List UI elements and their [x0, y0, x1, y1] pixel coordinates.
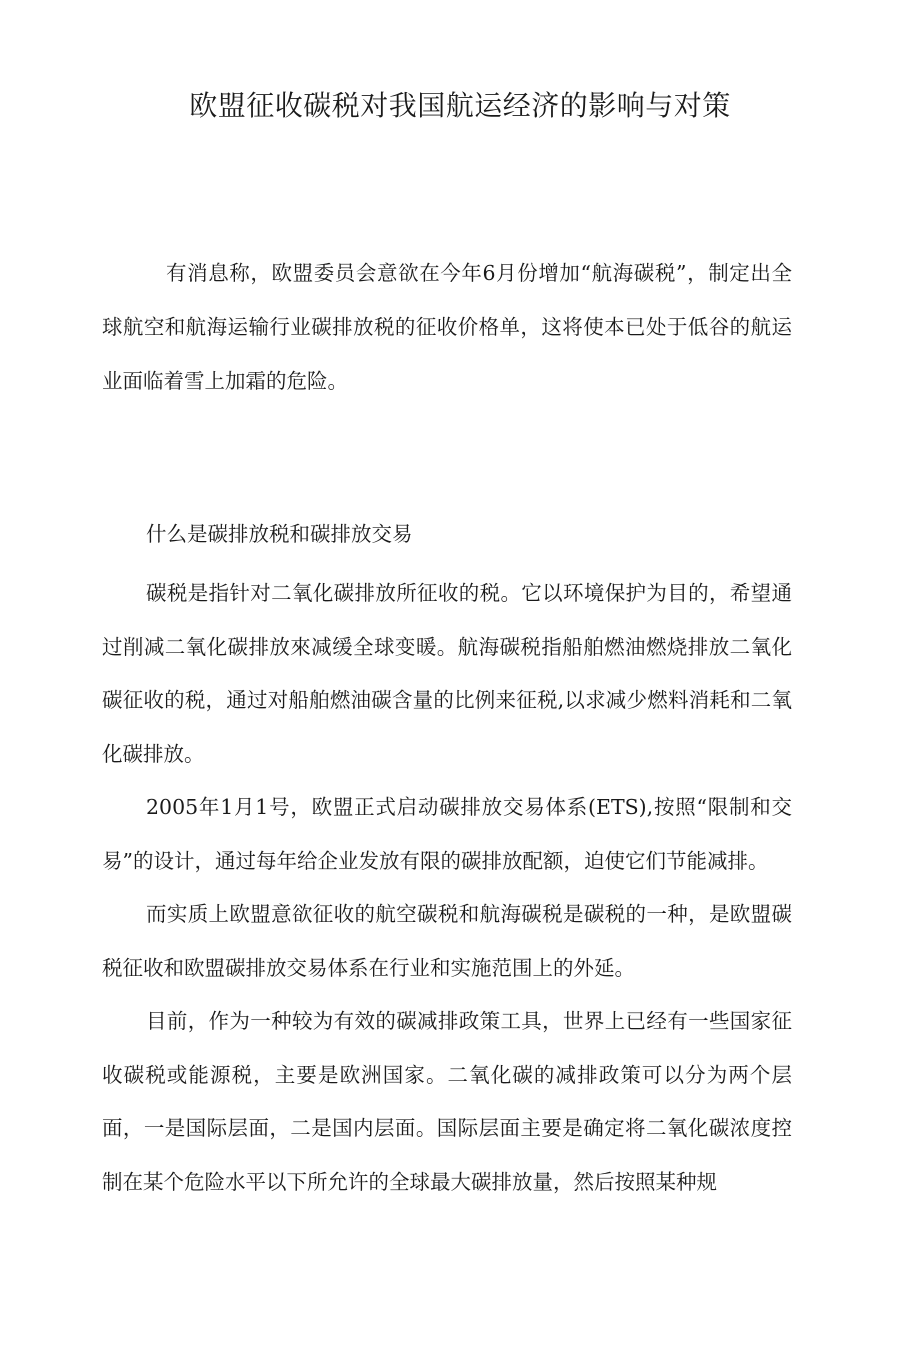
paragraph-ets-launch: 2005年1月1号，欧盟正式启动碳排放交易体系(ETS),按照“限制和交易”的设计，通过每年给企业发放有限的碳排放配额，迫使它们节能减排。 [102, 795, 792, 873]
document-title: 欧盟征收碳税对我国航运经济的影响与对策 [189, 89, 731, 122]
lead-paragraph: 有消息称，欧盟委员会意欲在今年6月份增加“航海碳税”，制定出全球航空和航海运输行业碳排放税的征收价格单，这将使本已处于低谷的航运业面临着雪上加霜的危险。 [102, 261, 792, 393]
paragraph-carbon-tax-definition: 碳税是指针对二氧化碳排放所征收的税。它以环境保护为目的，希望通过削减二氧化碳排放來减缓全球变暖。航海碳税指船舶燃油燃烧排放二氧化碳征收的税，通过对船舶燃油碳含量的比例来征税,以求减少燃料消耗和二氧化碳排放。 [102, 581, 792, 766]
paragraph-eu-extension: 而实质上欧盟意欲征收的航空碳税和航海碳税是碳税的一种，是欧盟碳税征收和欧盟碳排放交易体系在行业和实施范围上的外延。 [102, 902, 792, 980]
body-text [102, 567, 792, 1209]
paragraph-policy-levels: 目前，作为一种较为有效的碳减排政策工具，世界上已经有一些国家征收碳税或能源税，主要是欧洲国家。二氧化碳的减排政策可以分为两个层面，一是国际层面，二是国内层面。国际层面主要是确定将二氧化碳浓度控制在某个危险水平以下所允许的全球最大碳排放量，然后按照某种规 [102, 1009, 792, 1194]
section-heading: 什么是碳排放税和碳排放交易 [146, 522, 413, 546]
